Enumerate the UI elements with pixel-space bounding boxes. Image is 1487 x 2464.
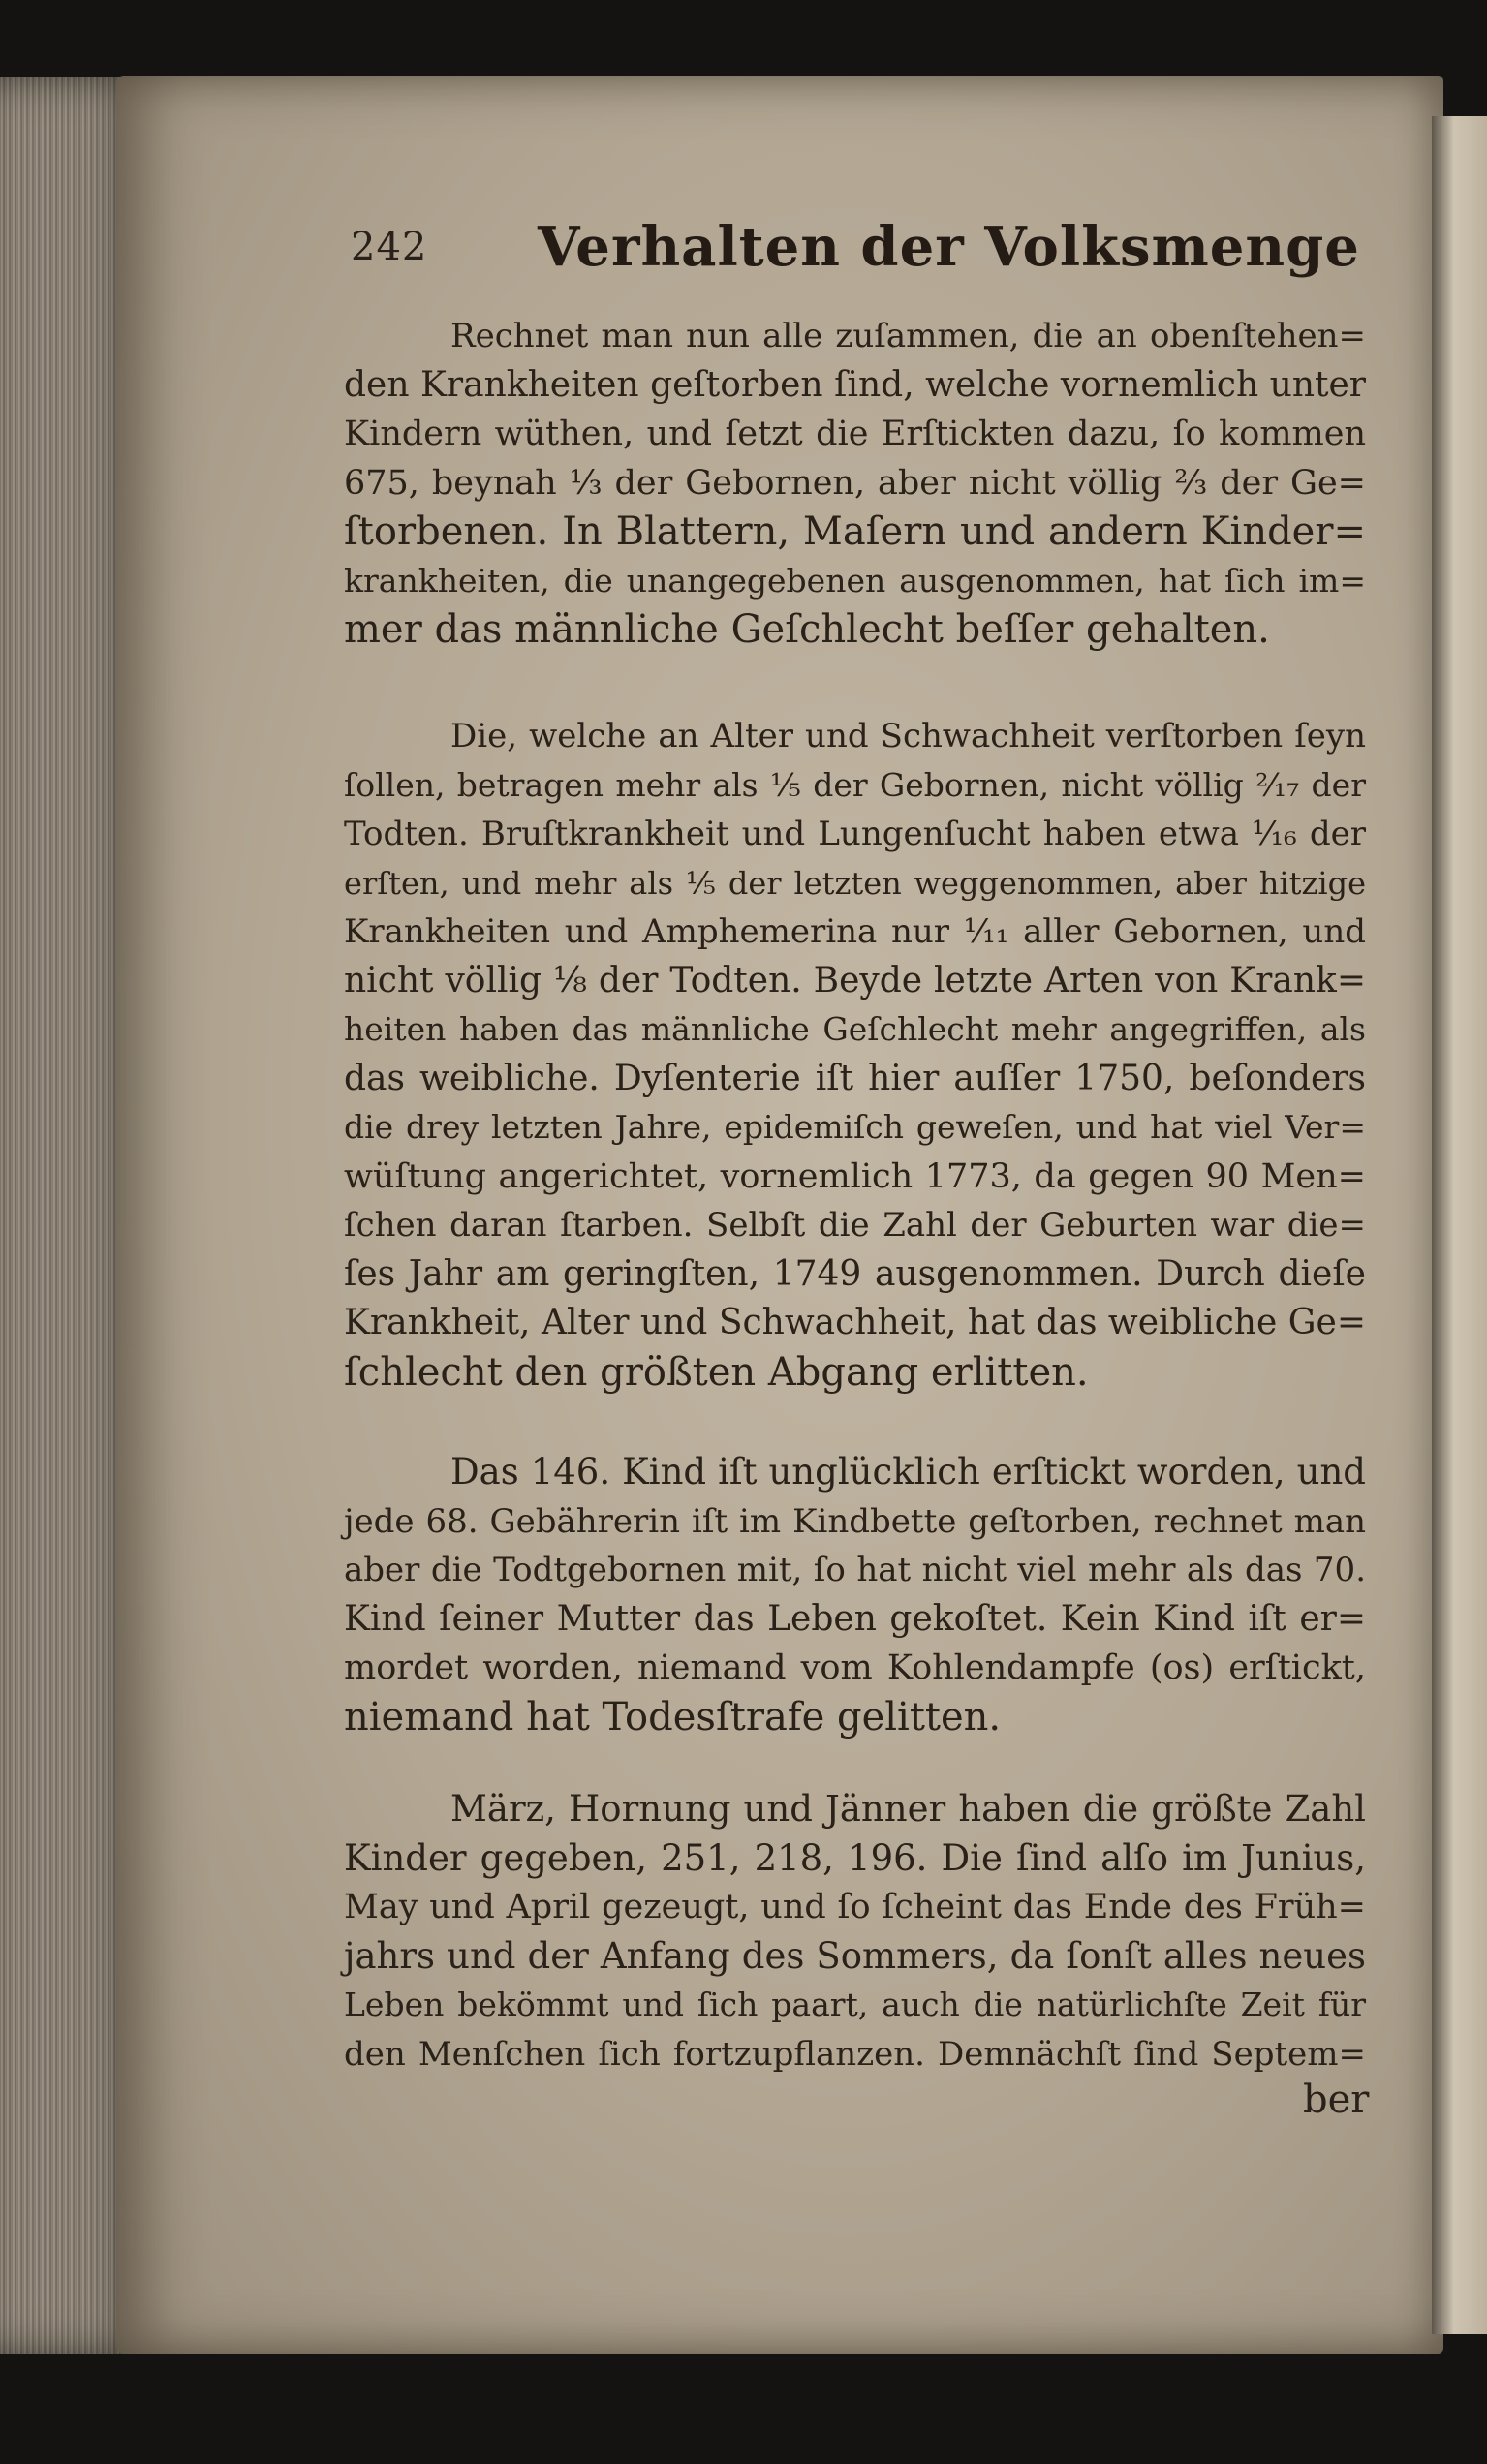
text-line: die drey letzten Jahre, epidemiſch geweſen, und hat viel Ver= xyxy=(344,1108,1366,1146)
text-line: May und April gezeugt, und ſo ſcheint das Ende des Früh= xyxy=(344,1888,1366,1926)
text-line: Todten. Bruſtkrankheit und Lungenſucht haben etwa ¹⁄₁₆ der xyxy=(344,815,1366,853)
text-line: Kindern wüthen, und ſetzt die Erſtickten dazu, ſo kommen xyxy=(344,415,1366,453)
running-head: Verhalten der Volksmenge xyxy=(538,215,1360,279)
text-line: nicht völlig ⅛ der Todten. Beyde letzte Arten von Krank= xyxy=(344,960,1366,1001)
paragraph-2 xyxy=(344,712,1366,1397)
text-line: Krankheiten und Amphemerina nur ¹⁄₁₁ aller Gebornen, und xyxy=(344,912,1366,951)
paragraph-3 xyxy=(344,1448,1366,1741)
text-line: niemand hat Todesſtrafe gelitten. xyxy=(344,1694,1002,1740)
text-line: mordet worden, niemand vom Kohlendampfe (os) erſtickt, xyxy=(344,1648,1366,1687)
facing-page-edge xyxy=(1432,116,1487,2334)
text-line: jede 68. Gebährerin iſt im Kindbette geſtorben, rechnet man xyxy=(344,1501,1366,1541)
text-line: ſchen daran ſtarben. Selbſt die Zahl der Geburten war die= xyxy=(344,1206,1366,1245)
text-line: Kinder gegeben, 251, 218, 196. Die ſind alſo im Junius, xyxy=(344,1836,1366,1879)
text-line: Rechnet man nun alle zuſammen, die an obenſtehen= xyxy=(450,317,1366,355)
text-line: Das 146. Kind iſt unglücklich erſtickt worden, und xyxy=(450,1451,1366,1493)
text-line: 675, beynah ⅓ der Gebornen, aber nicht völlig ⅔ der Ge= xyxy=(344,463,1366,503)
text-line: Leben bekömmt und ſich paart, auch die natürlichſte Zeit für xyxy=(344,1986,1366,2023)
text-line: wüſtung angerichtet, vornemlich 1773, da gegen 90 Men= xyxy=(344,1156,1366,1196)
paragraph-1 xyxy=(344,312,1366,655)
text-line: mer das männliche Geſchlecht beſſer gehalten. xyxy=(344,607,1270,652)
text-line: Kind ſeiner Mutter das Leben gekoſtet. Kein Kind iſt er= xyxy=(344,1598,1366,1639)
text-line: aber die Todtgebornen mit, ſo hat nicht viel mehr als das 70. xyxy=(344,1551,1366,1589)
text-line: den Menſchen ſich fortzupflanzen. Demnächſt ſind Septem= xyxy=(344,2034,1366,2074)
text-line: jahrs und der Anfang des Sommers, da ſonſt alles neues xyxy=(344,1934,1366,1977)
text-line: Die, welche an Alter und Schwachheit verſtorben ſeyn xyxy=(450,717,1366,755)
text-line: erſten, und mehr als ⅕ der letzten weggenommen, aber hitzige xyxy=(344,864,1366,902)
text-line: ſollen, betragen mehr als ⅕ der Gebornen, nicht völlig ²⁄₁₇ der xyxy=(344,765,1366,804)
text-line: krankheiten, die unangegebenen ausgenommen, hat ſich im= xyxy=(344,561,1366,600)
text-line: ſes Jahr am geringſten, 1749 ausgenommen. Durch dieſe xyxy=(344,1253,1366,1294)
text-line: das weibliche. Dyſenterie iſt hier auſſer 1750, beſonders xyxy=(344,1058,1366,1098)
text-line: ſchlecht den größten Abgang erlitten. xyxy=(344,1349,1089,1395)
text-line: den Krankheiten geſtorben ſind, welche vornemlich unter xyxy=(344,364,1366,405)
text-line: ſtorbenen. In Blattern, Maſern und andern Kinder= xyxy=(344,509,1366,554)
page-number: 242 xyxy=(351,225,428,269)
paragraph-4 xyxy=(344,1785,1366,2079)
text-line: Krankheit, Alter und Schwachheit, hat das weibliche Ge= xyxy=(344,1303,1366,1342)
text-line: heiten haben das männliche Geſchlecht mehr angegriffen, als xyxy=(344,1010,1366,1048)
text-line: März, Hornung und Jänner haben die größte Zahl xyxy=(450,1788,1366,1830)
catchword: ber xyxy=(1303,2078,1370,2122)
